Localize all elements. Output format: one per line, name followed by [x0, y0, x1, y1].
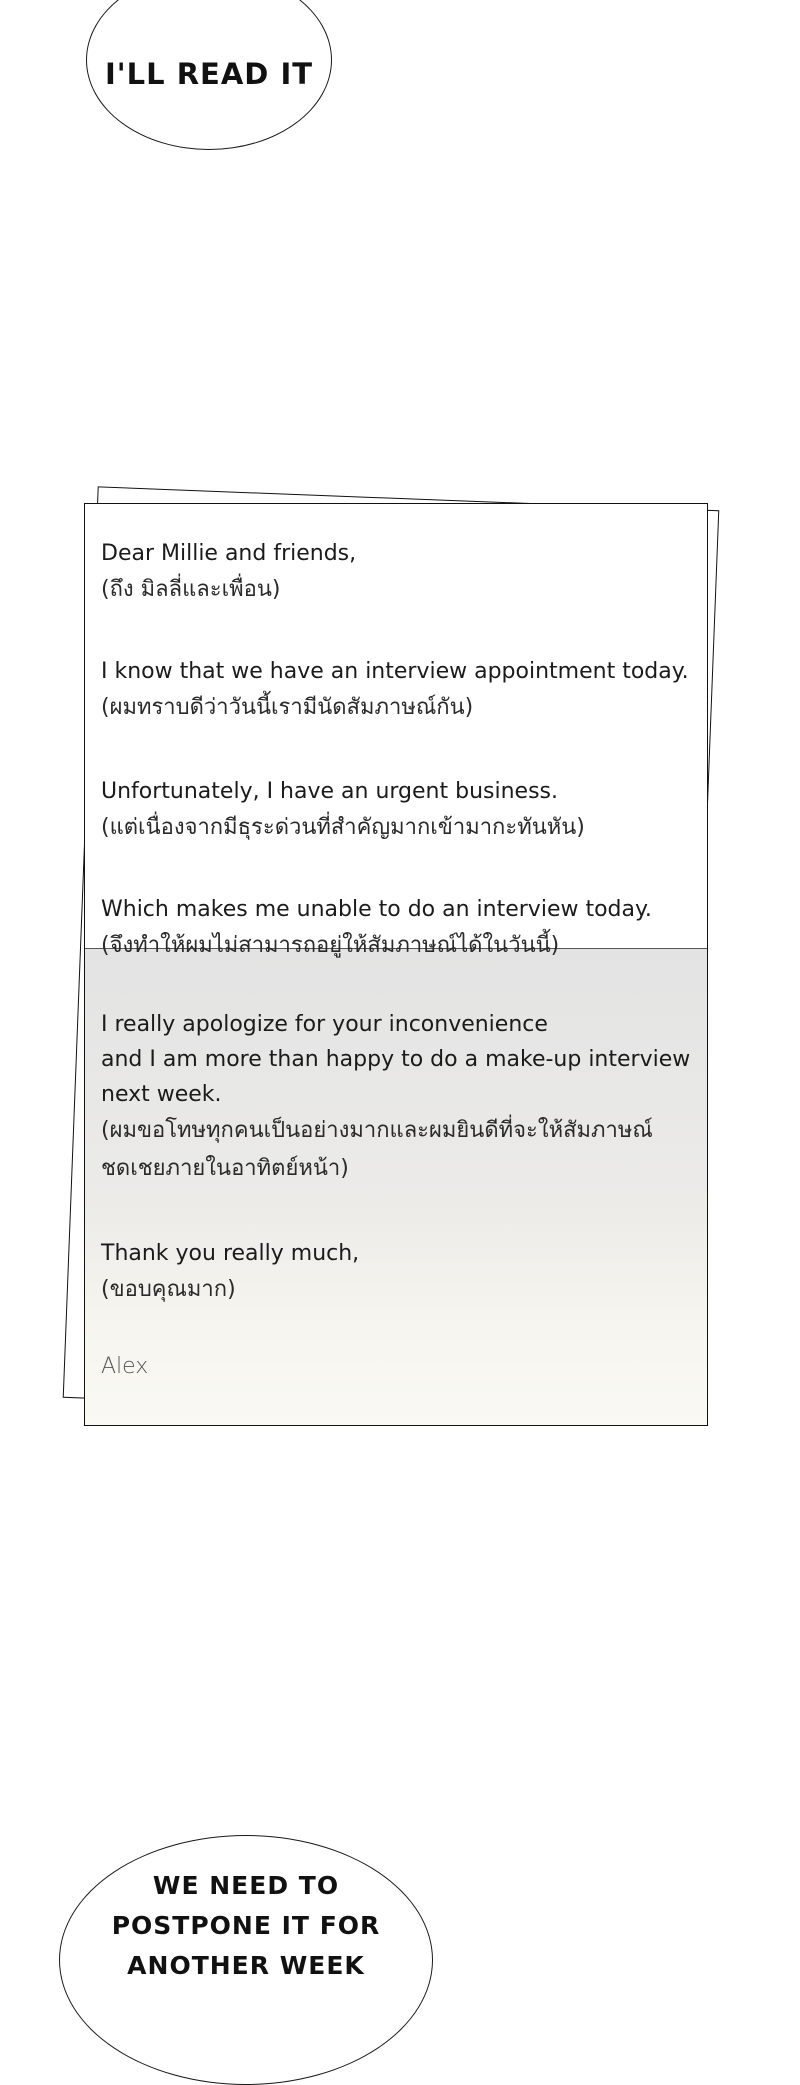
letter-paragraph-appointment	[101, 654, 699, 727]
speech-bubble-bottom-text: WE NEED TO POSTPONE IT FOR ANOTHER WEEK	[111, 1871, 381, 1980]
letter-paragraph-apology	[101, 1007, 699, 1188]
letter-sheet	[84, 503, 708, 1426]
speech-bubble-top-text: I'LL READ IT	[104, 57, 314, 91]
letter-signature: Alex	[101, 1354, 149, 1379]
letter-closing	[101, 1236, 699, 1309]
letter-closing-thai: (ขอบคุณมาก)	[101, 1277, 236, 1302]
letter-paragraph-unable-english: Which makes me unable to do an interview today.	[101, 897, 652, 922]
speech-bubble-bottom	[59, 1835, 433, 2085]
letter-paragraph-urgent	[101, 774, 699, 847]
letter-paragraph-unable	[101, 892, 699, 965]
letter-greeting-thai: (ถึง มิลลี่และเพื่อน)	[101, 577, 281, 602]
letter-paragraph-apology-english: I really apologize for your inconvenience and I am more than happy to do a make-up interview next week.	[101, 1012, 691, 1107]
letter-closing-english: Thank you really much,	[101, 1241, 360, 1266]
letter-greeting-english: Dear Millie and friends,	[101, 541, 357, 566]
letter-paragraph-unable-thai: (จึงทำให้ผมไม่สามารถอยู่ให้สัมภาษณ์ได้ในวันนี้)	[101, 933, 560, 958]
letter-paragraph-apology-thai: (ผมขอโทษทุกคนเป็นอย่างมากและผมยินดีที่จะให้สัมภาษณ์ ชดเชยภายในอาทิตย์หน้า)	[101, 1118, 653, 1181]
letter-paragraph-appointment-english: I know that we have an interview appointment today.	[101, 659, 689, 684]
letter-greeting	[101, 536, 699, 609]
letter-paragraph-urgent-english: Unfortunately, I have an urgent business.	[101, 779, 558, 804]
letter-paragraph-urgent-thai: (แต่เนื่องจากมีธุระด่วนที่สำคัญมากเข้ามากะทันหัน)	[101, 815, 585, 840]
letter-paragraph-appointment-thai: (ผมทราบดีว่าวันนี้เรามีนัดสัมภาษณ์กัน)	[101, 695, 474, 720]
